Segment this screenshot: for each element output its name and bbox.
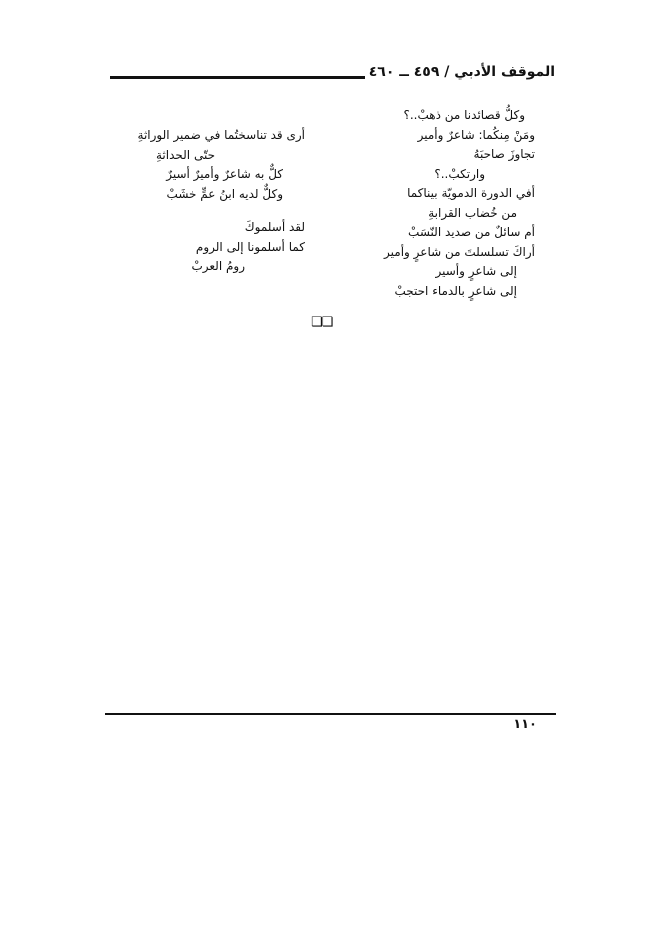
poem-line: إلى شاعرٍ بالدماء احتجبْ [394, 283, 517, 298]
poem-line: أم سائلٌ من صديد النّسَبْ [408, 225, 535, 239]
poem-line: أفي الدورة الدمويّة بيناكما [407, 186, 535, 200]
poem-line: لقد أسلموكَ [244, 220, 305, 234]
poem-line: تجاوزَ صاحبَهُ [473, 147, 535, 161]
poem-line: وكلُّ قصائدنا من ذهبْ..؟ [403, 108, 525, 122]
poem-line: وارتكبْ..؟ [434, 166, 485, 181]
poem-column-right [335, 106, 535, 301]
poem-line: ومَنْ مِنكُما: شاعرٌ وأمير [417, 127, 535, 142]
poem-line: أراكَ تسلسلتَ من شاعرٍ وأمير [384, 244, 535, 259]
poem-column-left [105, 126, 305, 277]
running-header [110, 64, 555, 84]
poem-line: حتّى الحداثةِ [156, 147, 215, 162]
poem-line: كما أسلمونا إلى الروم [195, 239, 305, 254]
page-number: ١١٠ [513, 717, 537, 732]
poem-line: وكلٌّ لديه ابنُ عمٍّ خشَبْ [166, 186, 283, 201]
poem-line: كلٌّ به شاعرٌ وأميرٌ أسيرٌ [166, 167, 283, 181]
poem-line: رومُ العربْ [191, 259, 245, 273]
poem-line: من خُضاب القرابةِ [428, 205, 517, 220]
section-end-mark: ❑❑ [311, 315, 333, 330]
footer-rule [105, 713, 556, 715]
poem-line: أرى قد تناسختُما في ضمير الوراثةِ [137, 128, 305, 142]
poem-line: إلى شاعرٍ وأسير [435, 264, 517, 278]
journal-title: الموقف الأدبي / ٤٥٩ ــ ٤٦٠ [365, 64, 555, 80]
